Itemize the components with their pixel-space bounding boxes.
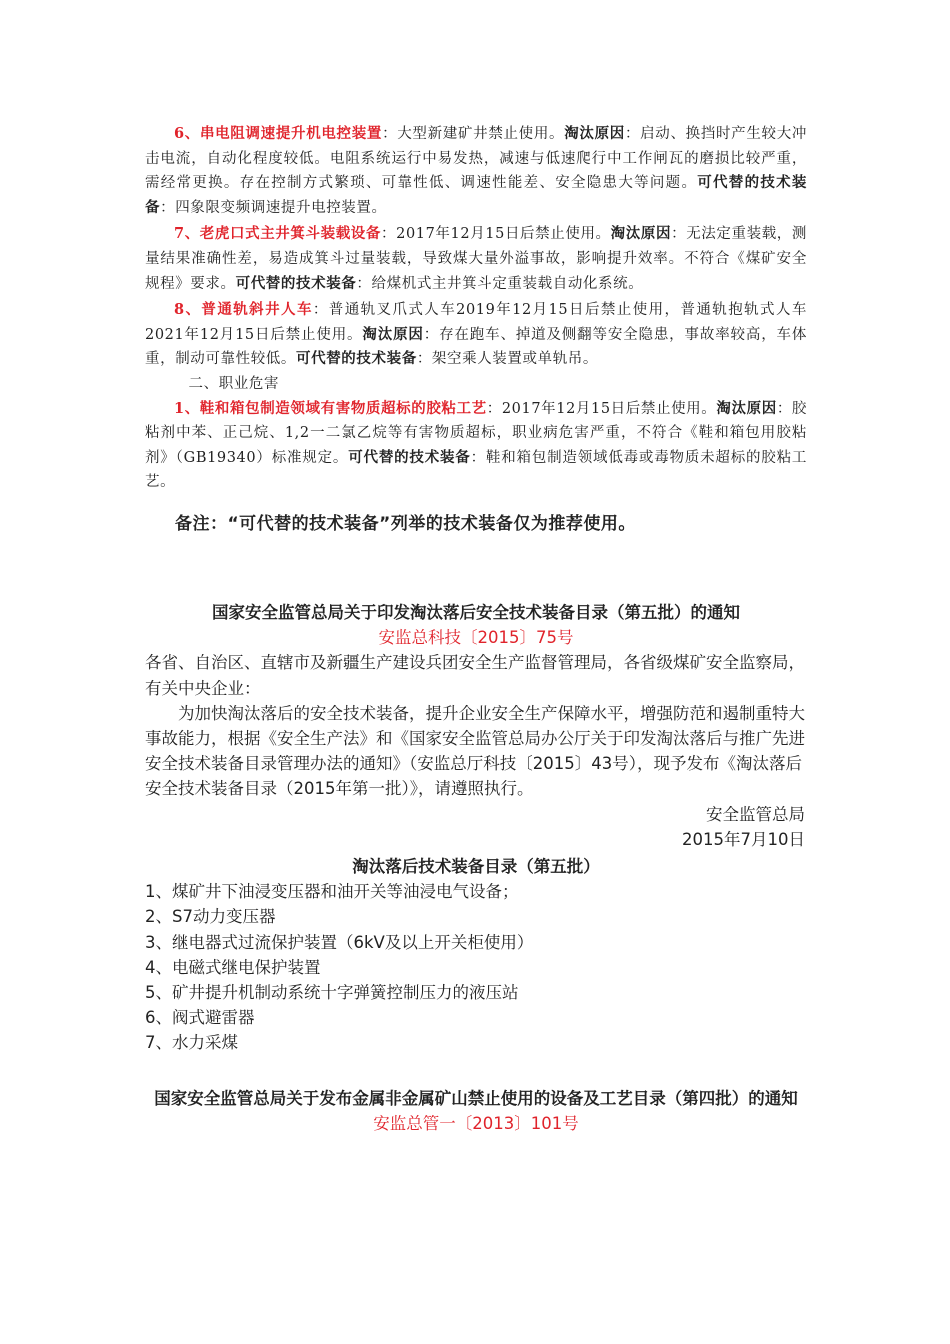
document-number: 安监总科技〔2015〕75号 xyxy=(378,628,574,648)
date: 2015年7月10日 xyxy=(682,829,805,849)
document-page xyxy=(145,122,807,1136)
item-7-paragraph: 7、老虎口式主井箕斗装载设备：2017年12月15日后禁止使用。淘汰原因：无法定重装载，测量结果准确性差，易造成箕斗过量装载，导致煤大量外溢事故，影响提升效率。不符合《煤矿安全规程》要求。可代替的技术装备：给煤机式主井箕斗定重装载自动化系统。 xyxy=(145,225,808,292)
notice-title: 国家安全监管总局关于印发淘汰落后安全技术装备目录（第五批）的通知 xyxy=(212,602,740,622)
list-title: 淘汰落后技术装备目录（第五批） xyxy=(352,856,600,876)
list-item: 7、水力采煤 xyxy=(145,1033,238,1053)
addressee: 各省、自治区、直辖市及新疆生产建设兵团安全生产监督管理局，各省级煤矿安全监察局，有关中央企业： xyxy=(145,653,805,698)
notice-body: 为加快淘汰落后的安全技术装备，提升企业安全生产保障水平，增强防范和遏制重特大事故能力，根据《安全生产法》和《国家安全监管总局办公厅关于印发淘汰落后与推广先进安全技术装备目录管理办法的通知》（安监总厅科技〔2015〕43号），现予发布《淘汰落后安全技术装备目录（2015年第一批）》，请遵照执行。 xyxy=(145,703,805,799)
remark-note: 备注：“可代替的技术装备”列举的技术装备仅为推荐使用。 xyxy=(175,513,636,534)
list-item: 1、煤矿井下油浸变压器和油开关等油浸电气设备； xyxy=(145,882,519,902)
list-item: 2、S7动力变压器 xyxy=(145,907,276,927)
notice-fourth-batch xyxy=(145,1086,807,1136)
list-item: 4、电磁式继电保护装置 xyxy=(145,957,321,977)
item-6-paragraph: 6、串电阻调速提升机电控装置：大型新建矿井禁止使用。淘汰原因：启动、换挡时产生较大冲击电流，自动化程度较低。电阻系统运行中易发热，减速与低速爬行中工作闸瓦的磨损比较严重，需经常更换。存在控制方式繁琐、可靠性低、调速性能差、安全隐患大等问题。可代替的技术装备：四象限变频调速提升电控装置。 xyxy=(145,125,808,216)
list-item: 3、继电器式过流保护装置（6kV及以上开关柜使用） xyxy=(145,932,534,952)
document-number: 安监总管一〔2013〕101号 xyxy=(373,1113,579,1133)
item-label: 7、老虎口式主井箕斗装载设备 xyxy=(174,225,382,243)
item-8-paragraph: 8、普通轨斜井人车：普通轨叉爪式人车2019年12月15日后禁止使用，普通轨抱轨式人车2021年12月15日后禁止使用。淘汰原因：存在跑车、掉道及侧翻等安全隐患，事故率较高，车体重，制动可靠性较低。可代替的技术装备：架空乘人装置或单轨吊。 xyxy=(145,301,807,368)
item-label: 8、普通轨斜井人车 xyxy=(174,301,313,319)
signer: 安全监管总局 xyxy=(706,804,805,824)
equipment-section xyxy=(145,122,807,495)
notice-title: 国家安全监管总局关于发布金属非金属矿山禁止使用的设备及工艺目录（第四批）的通知 xyxy=(154,1088,798,1108)
list-item: 5、矿井提升机制动系统十字弹簧控制压力的液压站 xyxy=(145,982,519,1002)
section-heading: 二、职业危害 xyxy=(188,375,280,392)
notice-fifth-batch xyxy=(145,600,807,1056)
hazard-label: 1、鞋和箱包制造领域有害物质超标的胶粘工艺 xyxy=(174,399,487,417)
item-label: 6、串电阻调速提升机电控装置 xyxy=(174,125,383,142)
hazard-paragraph: 1、鞋和箱包制造领域有害物质超标的胶粘工艺：2017年12月15日后禁止使用。淘汰原因：胶粘剂中苯、正己烷、1,2一二氯乙烷等有害物质超标，职业病危害严重，不符合《鞋和箱包用胶粘剂》（GB19340）标准规定。可代替的技术装备：鞋和箱包制造领域低毒或毒物质未超标的胶粘工艺。 xyxy=(145,399,808,491)
list-item: 6、阀式避雷器 xyxy=(145,1008,255,1028)
equipment-list xyxy=(145,879,807,1055)
